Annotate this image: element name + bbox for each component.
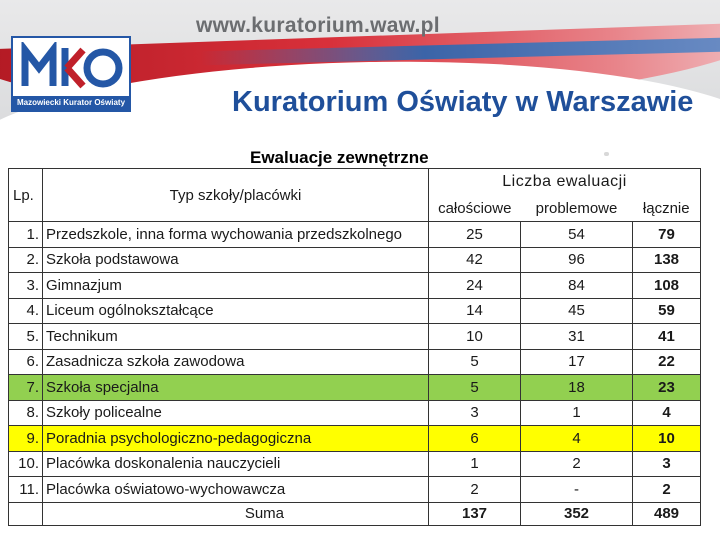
row-calosciowe: 42 xyxy=(429,247,521,273)
row-lacznie: 2 xyxy=(633,477,701,503)
row-school-type: Gimnazjum xyxy=(43,273,429,299)
table-row xyxy=(9,247,701,273)
row-school-type: Technikum xyxy=(43,324,429,350)
page-title: Ewaluacje zewnętrzne xyxy=(250,148,429,167)
header-problemowe: problemowe xyxy=(521,195,633,222)
row-school-type: Przedszkole, inna forma wychowania przedszkolnego xyxy=(43,222,429,248)
row-calosciowe: 5 xyxy=(429,375,521,401)
sum-label: Suma xyxy=(43,502,429,525)
row-lp: 2. xyxy=(9,247,43,273)
header-banner xyxy=(0,0,720,138)
row-lp: 7. xyxy=(9,375,43,401)
row-problemowe: - xyxy=(521,477,633,503)
row-calosciowe: 25 xyxy=(429,222,521,248)
row-calosciowe: 24 xyxy=(429,273,521,299)
row-lacznie: 138 xyxy=(633,247,701,273)
row-problemowe: 84 xyxy=(521,273,633,299)
row-school-type: Placówka doskonalenia nauczycieli xyxy=(43,451,429,477)
row-lp: 10. xyxy=(9,451,43,477)
row-lp: 11. xyxy=(9,477,43,503)
table-body xyxy=(9,222,701,503)
sum-lp-cell xyxy=(9,502,43,525)
row-lacznie: 108 xyxy=(633,273,701,299)
sum-row xyxy=(9,502,701,525)
mko-logo xyxy=(11,36,131,112)
row-problemowe: 54 xyxy=(521,222,633,248)
evaluations-table xyxy=(8,168,701,526)
header-calosciowe: całościowe xyxy=(429,195,521,222)
table-row xyxy=(9,298,701,324)
table-row xyxy=(9,349,701,375)
row-calosciowe: 5 xyxy=(429,349,521,375)
header-type: Typ szkoły/placówki xyxy=(43,169,429,222)
table-row xyxy=(9,451,701,477)
table-row xyxy=(9,477,701,503)
row-lacznie: 79 xyxy=(633,222,701,248)
site-url[interactable]: www.kuratorium.waw.pl xyxy=(196,14,440,37)
logo-subtitle: Mazowiecki Kurator Oświaty xyxy=(13,96,129,110)
row-problemowe: 31 xyxy=(521,324,633,350)
row-school-type: Szkoła specjalna xyxy=(43,375,429,401)
table-row xyxy=(9,400,701,426)
row-problemowe: 4 xyxy=(521,426,633,452)
sum-lacznie: 489 xyxy=(633,502,701,525)
row-lp: 5. xyxy=(9,324,43,350)
decorative-dot xyxy=(604,152,609,156)
row-lacznie: 22 xyxy=(633,349,701,375)
row-problemowe: 45 xyxy=(521,298,633,324)
row-calosciowe: 2 xyxy=(429,477,521,503)
table-row xyxy=(9,324,701,350)
row-lacznie: 59 xyxy=(633,298,701,324)
row-lp: 1. xyxy=(9,222,43,248)
row-lacznie: 3 xyxy=(633,451,701,477)
row-lp: 4. xyxy=(9,298,43,324)
row-school-type: Liceum ogólnokształcące xyxy=(43,298,429,324)
row-lacznie: 41 xyxy=(633,324,701,350)
row-problemowe: 18 xyxy=(521,375,633,401)
table-row xyxy=(9,375,701,401)
row-calosciowe: 10 xyxy=(429,324,521,350)
row-calosciowe: 3 xyxy=(429,400,521,426)
row-problemowe: 1 xyxy=(521,400,633,426)
row-problemowe: 17 xyxy=(521,349,633,375)
row-school-type: Placówka oświatowo-wychowawcza xyxy=(43,477,429,503)
row-school-type: Zasadnicza szkoła zawodowa xyxy=(43,349,429,375)
table-row xyxy=(9,273,701,299)
row-lp: 6. xyxy=(9,349,43,375)
row-school-type: Szkoła podstawowa xyxy=(43,247,429,273)
row-calosciowe: 14 xyxy=(429,298,521,324)
row-lacznie: 23 xyxy=(633,375,701,401)
header-lp: Lp. xyxy=(9,169,43,222)
row-school-type: Poradnia psychologiczno-pedagogiczna xyxy=(43,426,429,452)
row-calosciowe: 1 xyxy=(429,451,521,477)
row-calosciowe: 6 xyxy=(429,426,521,452)
header-lacznie: łącznie xyxy=(633,195,701,222)
row-lp: 8. xyxy=(9,400,43,426)
row-problemowe: 2 xyxy=(521,451,633,477)
organization-name: Kuratorium Oświaty w Warszawie xyxy=(232,86,694,118)
row-lacznie: 10 xyxy=(633,426,701,452)
row-school-type: Szkoły policealne xyxy=(43,400,429,426)
sum-problemowe: 352 xyxy=(521,502,633,525)
table-row xyxy=(9,426,701,452)
row-lp: 3. xyxy=(9,273,43,299)
sum-calosciowe: 137 xyxy=(429,502,521,525)
header-group: Liczba ewaluacji xyxy=(429,169,701,196)
row-lacznie: 4 xyxy=(633,400,701,426)
row-problemowe: 96 xyxy=(521,247,633,273)
table-row xyxy=(9,222,701,248)
row-lp: 9. xyxy=(9,426,43,452)
mko-logo-mark-icon xyxy=(21,42,125,92)
